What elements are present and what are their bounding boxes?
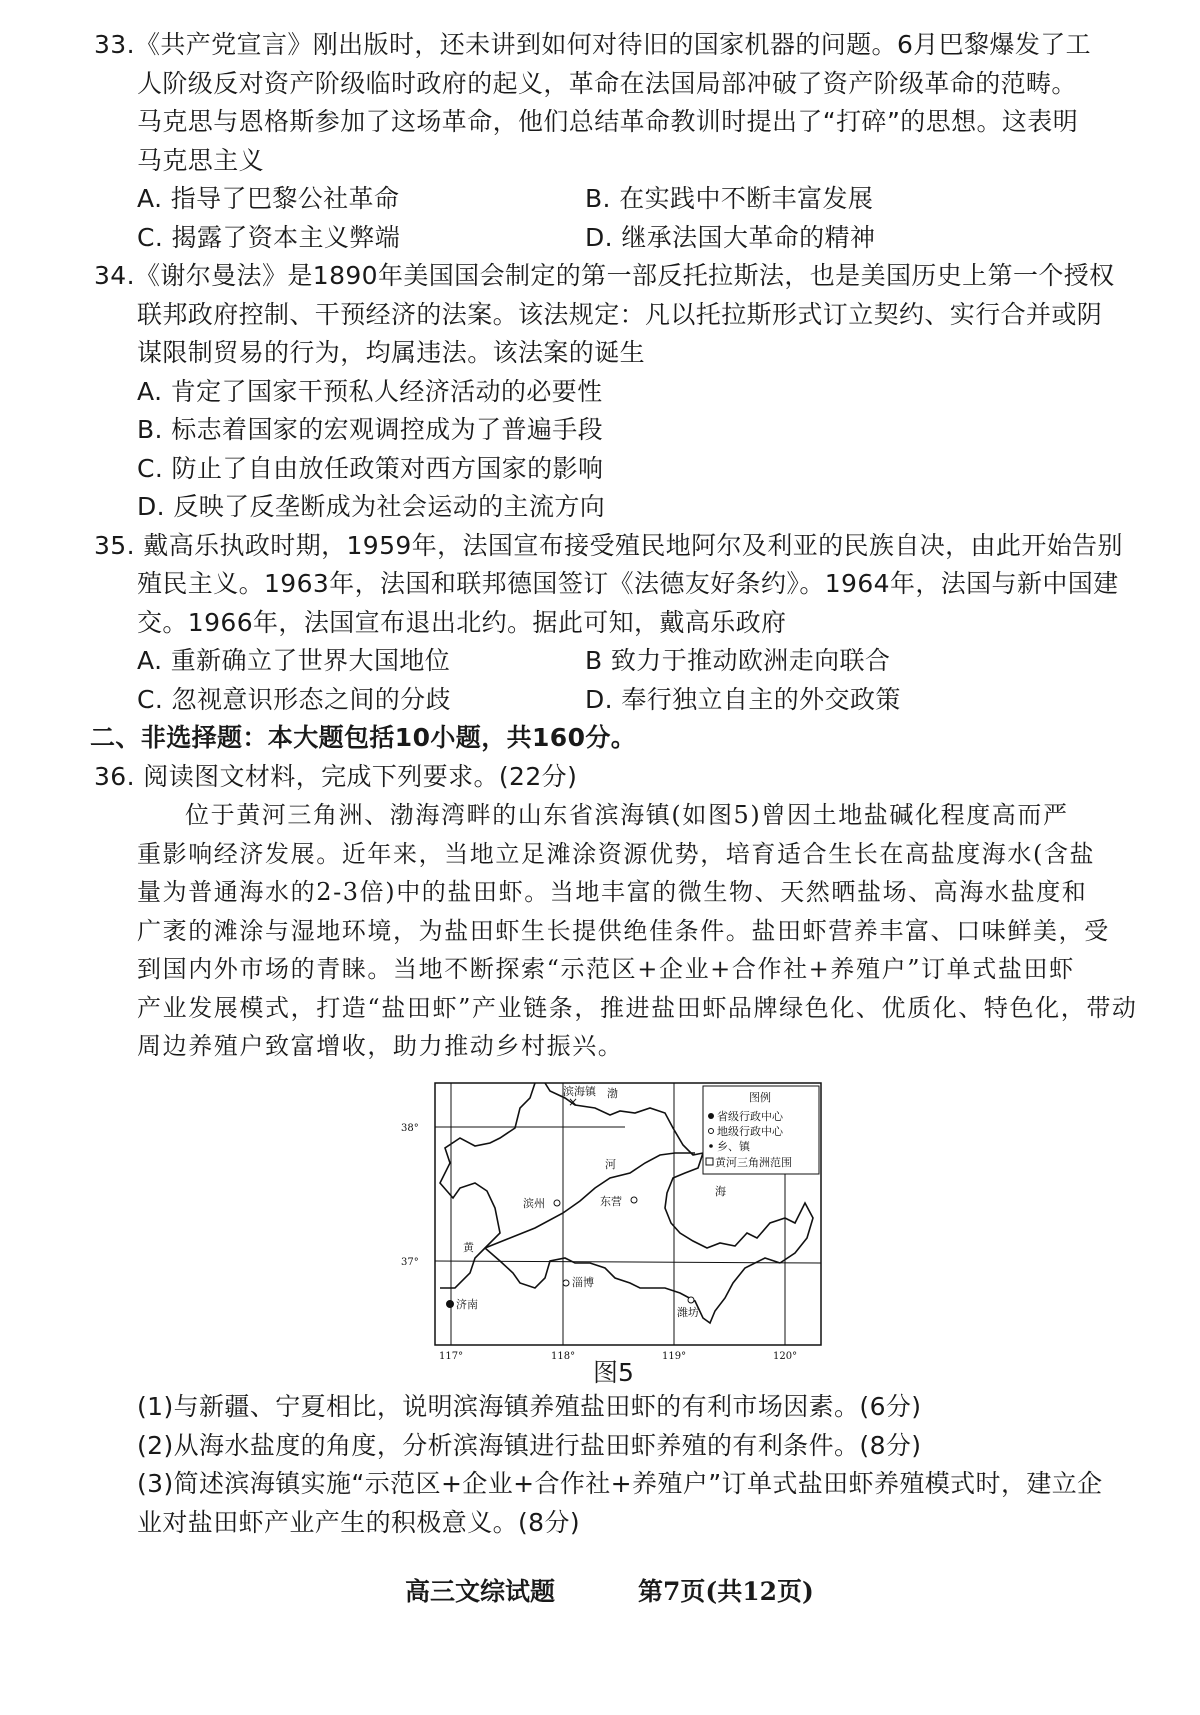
legend-item-provincial: 省级行政中心 bbox=[717, 1110, 783, 1123]
q34-option-d: D. 反映了反垄断成为社会运动的主流方向 bbox=[137, 492, 606, 521]
q34-option-b: B. 标志着国家的宏观调控成为了普遍手段 bbox=[137, 415, 604, 444]
q35-option-c: C. 忽视意识形态之间的分歧 bbox=[137, 685, 451, 714]
q36-paragraph-line-3: 量为普通海水的2-3倍)中的盐田虾。当地丰富的微生物、天然晒盐场、高海水盐度和 bbox=[137, 878, 1088, 906]
lat-label-38: 38° bbox=[401, 1123, 419, 1134]
binzhou-marker bbox=[554, 1200, 560, 1206]
lon-label-118: 118° bbox=[551, 1351, 576, 1362]
weifang-marker bbox=[688, 1297, 694, 1303]
legend-town-marker bbox=[709, 1144, 713, 1148]
q35-option-b: B 致力于推动欧洲走向联合 bbox=[585, 646, 891, 675]
yellow-river bbox=[485, 1153, 695, 1248]
legend-delta-marker bbox=[706, 1158, 713, 1165]
label-he: 河 bbox=[605, 1158, 616, 1171]
lon-label-117: 117° bbox=[439, 1351, 464, 1362]
zibo-marker bbox=[563, 1280, 569, 1286]
q36-title: 36. 阅读图文材料，完成下列要求。(22分) bbox=[94, 762, 578, 791]
q33-line-1: 33.《共产党宣言》刚出版时，还未讲到如何对待旧的国家机器的问题。6月巴黎爆发了工 bbox=[94, 30, 1092, 59]
label-bo: 渤 bbox=[607, 1087, 618, 1100]
section-heading: 二、非选择题：本大题包括10小题，共160分。 bbox=[90, 723, 637, 752]
place-binhai: 滨海镇 bbox=[563, 1085, 596, 1098]
place-dongying: 东营 bbox=[600, 1195, 622, 1208]
q35-option-a: A. 重新确立了世界大国地位 bbox=[137, 646, 451, 675]
q36-subquestion-2: (2)从海水盐度的角度，分析滨海镇进行盐田虾养殖的有利条件。(8分) bbox=[137, 1431, 922, 1460]
label-huang: 黄 bbox=[463, 1241, 474, 1254]
place-weifang: 潍坊 bbox=[677, 1306, 699, 1319]
map-caption: 图5 bbox=[593, 1358, 634, 1387]
q33-line-2: 人阶级反对资产阶级临时政府的起义，革命在法国局部冲破了资产阶级革命的范畴。 bbox=[137, 69, 1077, 98]
place-binzhou: 滨州 bbox=[523, 1197, 545, 1210]
q33-option-c: C. 揭露了资本主义弊端 bbox=[137, 223, 401, 252]
label-hai: 海 bbox=[715, 1185, 726, 1198]
legend-provincial-marker bbox=[708, 1113, 714, 1119]
q35-line-1: 35. 戴高乐执政时期，1959年，法国宣布接受殖民地阿尔及利亚的民族自决，由此开始告别 bbox=[94, 531, 1123, 560]
q33-option-d: D. 继承法国大革命的精神 bbox=[585, 223, 876, 252]
q36-subquestion-1: (1)与新疆、宁夏相比，说明滨海镇养殖盐田虾的有利市场因素。(6分) bbox=[137, 1392, 922, 1421]
legend-prefecture-marker bbox=[709, 1129, 714, 1134]
q36-paragraph-line-4: 广袤的滩涂与湿地环境，为盐田虾生长提供绝佳条件。盐田虾营养丰富、口味鲜美，受 bbox=[137, 917, 1110, 945]
q36-paragraph-line-1: 位于黄河三角洲、渤海湾畔的山东省滨海镇(如图5)曾因土地盐碱化程度高而严 bbox=[185, 801, 1069, 829]
lat-label-37: 37° bbox=[401, 1257, 419, 1268]
south-boundary bbox=[485, 1248, 780, 1323]
lon-label-120: 120° bbox=[773, 1351, 798, 1362]
q35-line-2: 殖民主义。1963年，法国和联邦德国签订《法德友好条约》。1964年，法国与新中国建 bbox=[137, 569, 1119, 598]
q34-option-c: C. 防止了自由放任政策对西方国家的影响 bbox=[137, 454, 604, 483]
jinan-marker bbox=[447, 1301, 454, 1308]
q36-subquestion-3-cont: 业对盐田虾产业产生的积极意义。(8分) bbox=[137, 1508, 581, 1537]
q33-option-b: B. 在实践中不断丰富发展 bbox=[585, 184, 874, 213]
west-boundary bbox=[440, 1083, 535, 1288]
q36-paragraph-line-5: 到国内外市场的青睐。当地不断探索“示范区+企业+合作社+养殖户”订单式盐田虾 bbox=[137, 955, 1075, 983]
map-figure-5 bbox=[401, 1083, 821, 1362]
binhai-town-marker: × bbox=[568, 1095, 579, 1109]
q36-paragraph-line-6: 产业发展模式，打造“盐田虾”产业链条，推进盐田虾品牌绿色化、优质化、特色化，带动 bbox=[137, 994, 1138, 1022]
q33-option-a: A. 指导了巴黎公社革命 bbox=[137, 184, 400, 213]
q33-line-4: 马克思主义 bbox=[137, 146, 265, 175]
footer-exam-title: 高三文综试题 bbox=[405, 1577, 556, 1606]
q35-option-d: D. 奉行独立自主的外交政策 bbox=[585, 685, 901, 714]
q36-paragraph-line-2: 重影响经济发展。近年来，当地立足滩涂资源优势，培育适合生长在高盐度海水(含盐 bbox=[137, 840, 1096, 868]
legend-item-town: 乡、镇 bbox=[717, 1140, 750, 1153]
legend-title: 图例 bbox=[749, 1091, 771, 1104]
footer-page-number: 第7页(共12页) bbox=[638, 1577, 814, 1606]
q36-paragraph-line-7: 周边养殖户致富增收，助力推动乡村振兴。 bbox=[137, 1032, 624, 1060]
q34-line-3: 谋限制贸易的行为，均属违法。该法案的诞生 bbox=[137, 338, 646, 367]
q36-subquestion-3: (3)简述滨海镇实施“示范区+企业+合作社+养殖户”订单式盐田虾养殖模式时，建立企 bbox=[137, 1469, 1103, 1498]
legend-item-prefecture: 地级行政中心 bbox=[717, 1125, 783, 1138]
q35-line-3: 交。1966年，法国宣布退出北约。据此可知，戴高乐政府 bbox=[137, 608, 787, 637]
dongying-marker bbox=[631, 1197, 637, 1203]
map-svg bbox=[401, 1083, 821, 1362]
q34-option-a: A. 肯定了国家干预私人经济活动的必要性 bbox=[137, 377, 603, 406]
grid-lat-37 bbox=[435, 1261, 821, 1263]
q34-line-1: 34.《谢尔曼法》是1890年美国国会制定的第一部反托拉斯法，也是美国历史上第一个授权 bbox=[94, 261, 1115, 290]
place-zibo: 淄博 bbox=[572, 1276, 594, 1289]
q33-line-3: 马克思与恩格斯参加了这场革命，他们总结革命教训时提出了“打碎”的思想。这表明 bbox=[137, 107, 1079, 136]
place-jinan: 济南 bbox=[456, 1298, 478, 1311]
q34-line-2: 联邦政府控制、干预经济的法案。该法规定：凡以托拉斯形式订立契约、实行合并或阴 bbox=[137, 300, 1103, 329]
legend-item-delta: 黄河三角洲范围 bbox=[715, 1156, 792, 1169]
lon-label-119: 119° bbox=[662, 1351, 687, 1362]
